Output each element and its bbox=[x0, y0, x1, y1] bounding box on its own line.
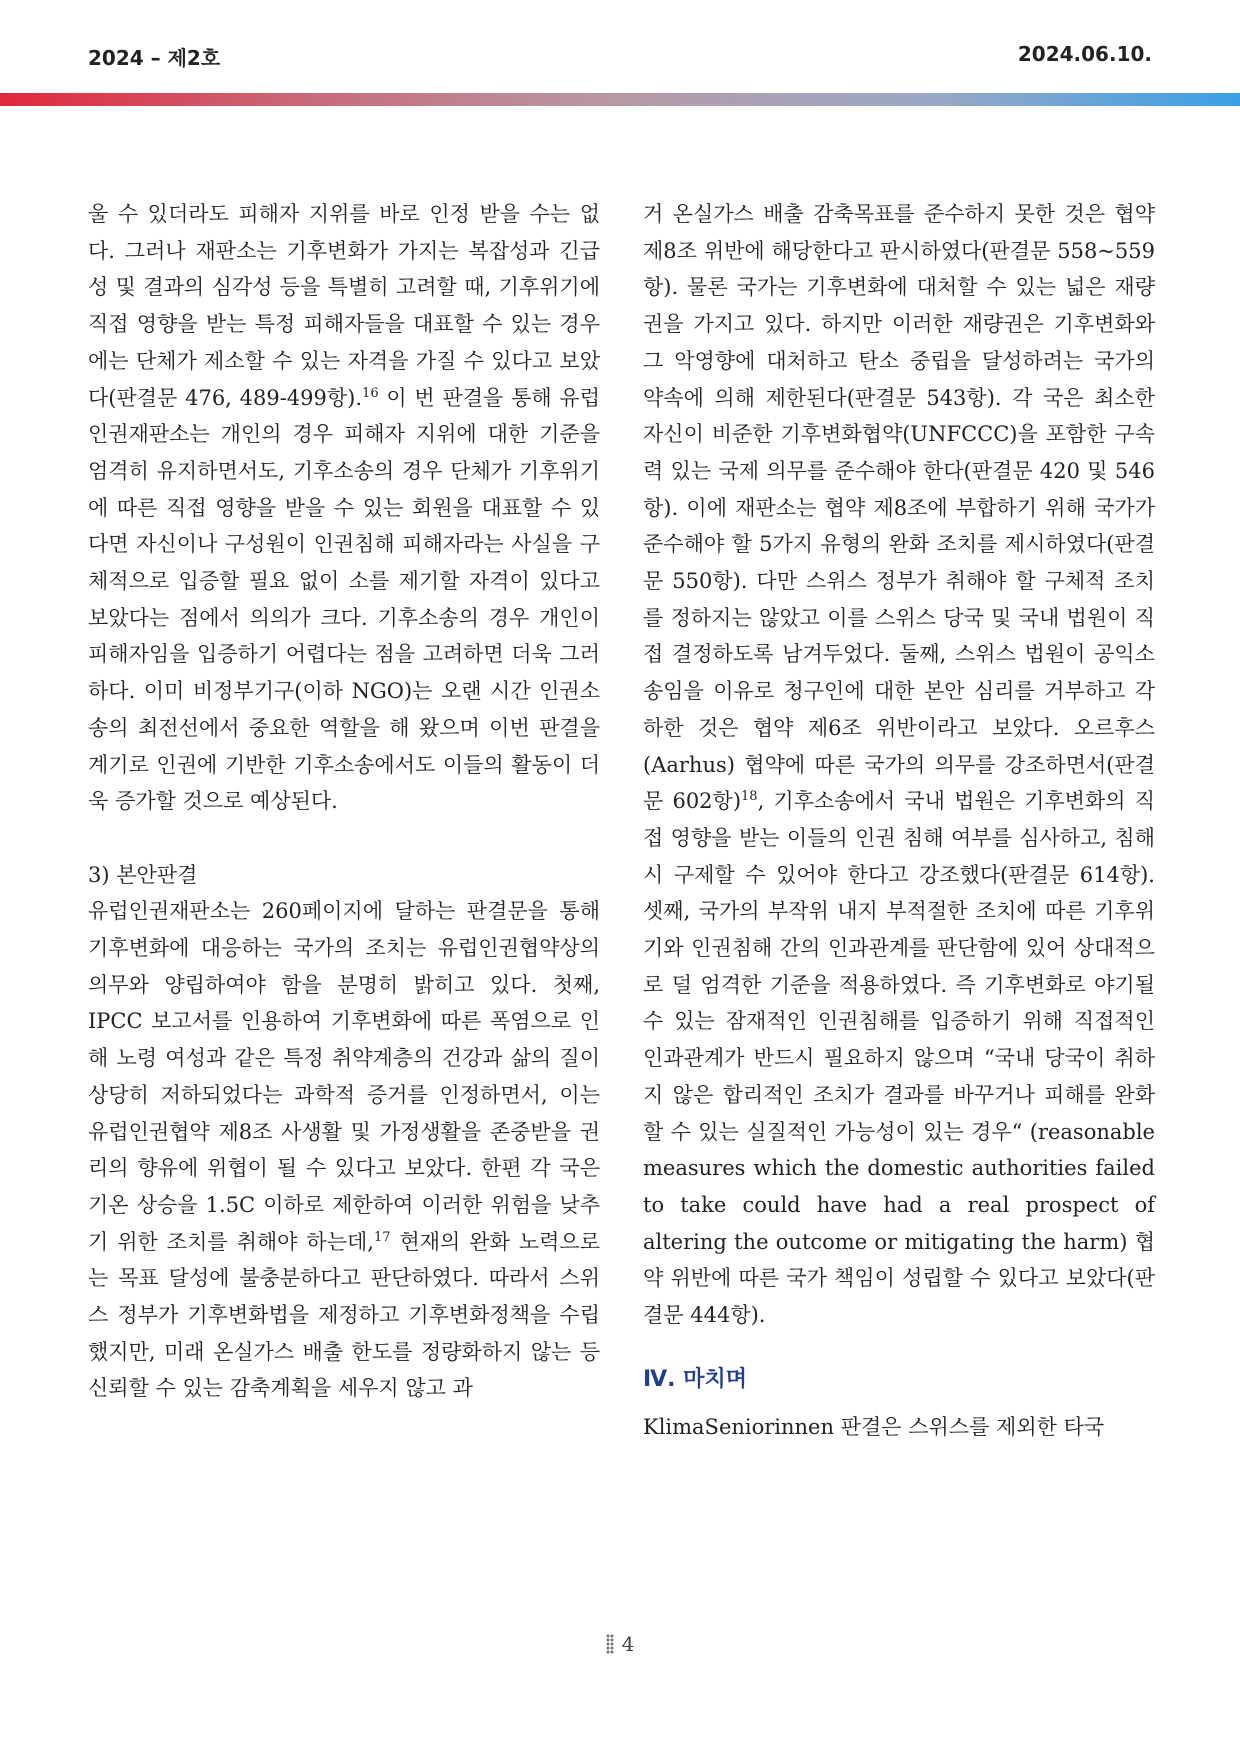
footnote-ref-18[interactable]: 18 bbox=[741, 789, 758, 805]
right-paragraph-1 bbox=[643, 196, 1155, 1334]
paragraph-gap bbox=[88, 820, 600, 857]
footnote-ref-17[interactable]: 17 bbox=[373, 1229, 391, 1245]
issue-date: 2024.06.10. bbox=[1017, 42, 1152, 66]
subheading-merits: 3) 본안판결 bbox=[88, 862, 198, 887]
page-footer bbox=[0, 1632, 1240, 1656]
left-column bbox=[88, 196, 600, 1407]
right-paragraph-1-text-a: 거 온실가스 배출 감축목표를 준수하지 못한 것은 협약 제8조 위반에 해당한다고 판시하였다(판결문 558~559항). 물론 국가는 기후변화에 대처할 수 있는 넓은 재량권을 가지고 있다. 하지만 이러한 재량권은 기후변화와 그 악영향에 대처하고 탄소 중립을 달성하려는 국가의 약속에 의해 제한된다(판결문 543항). 각 국은 최소한 자신이 비준한 기후변화협약(UNFCCC)을 포함한 구속력 있는 국제 의무를 준수해야 한다(판결문 420 및 546항). 이에 재판소는 협약 제8조에 부합하기 위해 국가가 준수해야 할 5가지 유형의 완화 조치를 제시하였다(판결문 550항). 다만 스위스 정부가 취해야 할 구체적 조치를 정하지는 않았고 이를 스위스 당국 및 국내 법원이 직접 결정하도록 남겨두었다. 둘째, 스위스 법원이 공익소송임을 이유로 청구인에 대한 본안 심리를 거부하고 각하한 것은 협약 제6조 위반이라고 보았다. 오르후스(Aarhus) 협약에 따른 국가의 의무를 강조하면서(판결문 602항) bbox=[643, 202, 1155, 814]
left-paragraph-1-text-a: 울 수 있더라도 피해자 지위를 바로 인정 받을 수는 없다. 그러나 재판소는 기후변화가 가지는 복잡성과 긴급성 및 결과의 심각성 등을 특별히 고려할 때, 기후위기에 직접 영향을 받는 특정 피해자들을 대표할 수 있는 경우에는 단체가 제소할 수 있는 자격을 가질 수 있다고 보았다(판결문 476, 489-499항). bbox=[88, 202, 600, 410]
left-paragraph-2-text-b: 현재의 완화 노력으로는 목표 달성에 불충분하다고 판단하였다. 따라서 스위스 정부가 기후변화법을 제정하고 기후변화정책을 수립했지만, 미래 온실가스 배출 한도를 정량화하지 않는 등 신뢰할 수 있는 감축계획을 세우지 않고 과 bbox=[88, 1229, 600, 1401]
left-paragraph-2 bbox=[88, 893, 600, 1407]
issue-label: 2024 – 제2호 bbox=[88, 46, 221, 70]
right-paragraph-1-text-b: , 기후소송에서 국내 법원은 기후변화의 직접 영향을 받는 이들의 인권 침해 여부를 심사하고, 침해 시 구제할 수 있어야 한다고 강조했다(판결문 614항). 셋째, 국가의 부작위 내지 부적절한 조치에 따른 기후위기와 인권침해 간의 인과관계를 판단함에 있어 상대적으로 덜 엄격한 기준을 적용하였다. 즉 기후변화로 야기될 수 있는 잠재적인 인권침해를 입증하기 위해 직접적인 인과관계가 반드시 필요하지 않으며 “국내 당국이 취하지 않은 합리적인 조치가 결과를 바꾸거나 피해를 완화할 수 있는 실질적인 가능성이 있는 경우“ (reasonable measures which the domestic authorities failed to take could have had a real prospect of altering the outcome or mitigating the harm) 협약 위반에 따른 국가 책임이 성립할 수 있다고 보았다(판결문 444항). bbox=[643, 789, 1155, 1328]
page-number: 4 bbox=[621, 1632, 635, 1656]
dotted-marker-icon bbox=[606, 1634, 614, 1654]
section-heading-conclusion: Ⅳ. 마치며 bbox=[643, 1366, 747, 1392]
right-paragraph-2: KlimaSeniorinnen 판결은 스위스를 제외한 타국 bbox=[643, 1414, 1105, 1439]
left-paragraph-1-text-b: 이 번 판결을 통해 유럽인권재판소는 개인의 경우 피해자 지위에 대한 기준을 엄격히 유지하면서도, 기후소송의 경우 단체가 기후위기에 따른 직접 영향을 받을 수 있는 회원을 대표할 수 있다면 자신이나 구성원이 인권침해 피해자라는 사실을 구체적으로 입증할 필요 없이 소를 제기할 자격이 있다고 보았다는 점에서 의의가 크다. 기후소송의 경우 개인이 피해자임을 입증하기 어렵다는 점을 고려하면 더욱 그러하다. 이미 비정부기구(이하 NGO)는 오랜 시간 인권소송의 최전선에서 중요한 역할을 해 왔으며 이번 판결을 계기로 인권에 기반한 기후소송에서도 이들의 활동이 더욱 증가할 것으로 예상된다. bbox=[88, 385, 600, 814]
right-column bbox=[643, 196, 1155, 1445]
header-gradient-bar bbox=[0, 93, 1240, 106]
left-paragraph-2-text-a: 유럽인권재판소는 260페이지에 달하는 판결문을 통해 기후변화에 대응하는 국가의 조치는 유럽인권협약상의 의무와 양립하여야 함을 분명히 밝히고 있다. 첫째, IPCC 보고서를 인용하여 기후변화에 따른 폭염으로 인해 노령 여성과 같은 특정 취약계층의 건강과 삶의 질이 상당히 저하되었다는 과학적 증거를 인정하면서, 이는 유럽인권협약 제8조 사생활 및 가정생활을 존중받을 권리의 향유에 위협이 될 수 있다고 보았다. 한편 각 국은 기온 상승을 1.5C 이하로 제한하여 이러한 위험을 낮추기 위한 조치를 취해야 하는데, bbox=[88, 899, 600, 1254]
footnote-ref-16[interactable]: 16 bbox=[362, 385, 379, 401]
left-paragraph-1 bbox=[88, 196, 600, 820]
